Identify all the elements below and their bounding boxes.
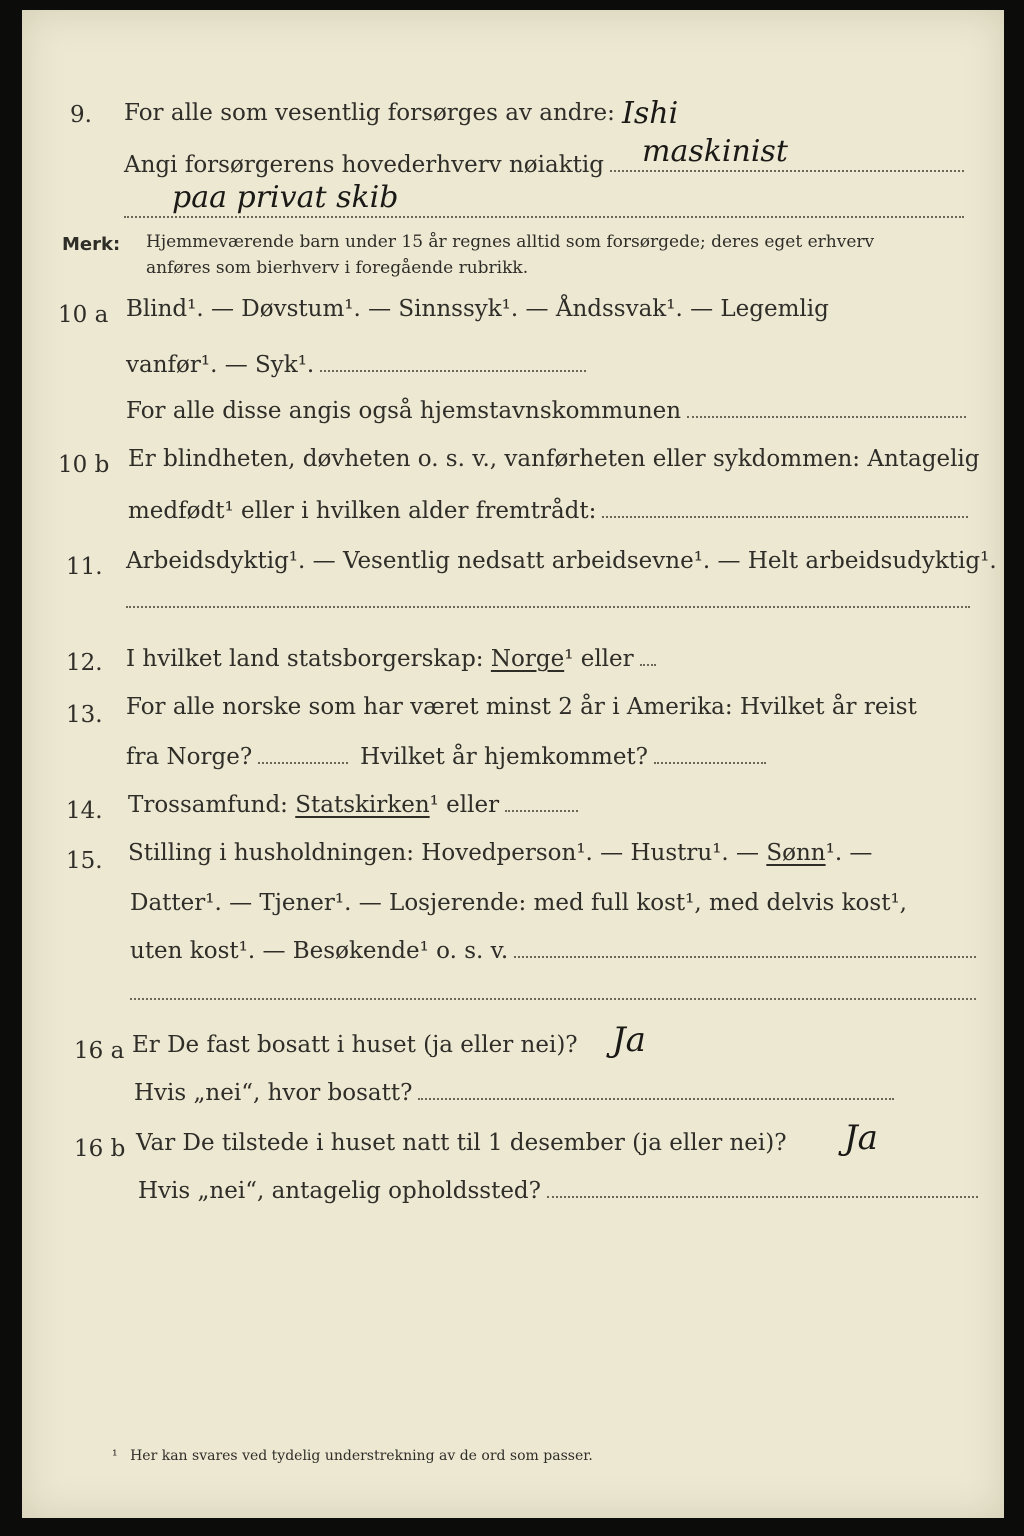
note-line2: anføres som bierhverv i foregående rubrikk. xyxy=(146,258,529,278)
q9-answer-line xyxy=(124,216,964,218)
footnote-text: Her kan svares ved tydelig understrekning av de ord som passer. xyxy=(130,1448,593,1464)
q13-line1: For alle norske som har været minst 2 år i Amerika: Hvilket år reist xyxy=(126,694,917,720)
q14-line: Trossamfund: Statskirken ¹ eller xyxy=(128,792,578,818)
q11-line1: Arbeidsdyktig¹. — Vesentlig nedsatt arbeidsevne¹. — Helt arbeidsudyktig¹. xyxy=(126,548,997,574)
q16a-line2: Hvis „nei“, hvor bosatt? xyxy=(134,1080,894,1106)
q14-number: 14. xyxy=(66,798,103,824)
q12-underlined-answer: Norge xyxy=(490,646,565,672)
q10a-line2: vanfør¹. — Syk¹. xyxy=(126,352,586,378)
q10a-line3: For alle disse angis også hjemstavnskommunen xyxy=(126,398,966,424)
q11-number: 11. xyxy=(66,554,103,580)
q15-answer-line xyxy=(130,998,976,1000)
q16b-line2: Hvis „nei“, antagelig opholdssted? xyxy=(138,1178,978,1204)
q16a-line1: Er De fast bosatt i huset (ja eller nei)? xyxy=(132,1032,578,1058)
note-label: Merk: xyxy=(62,234,121,255)
q15-line1: Stilling i husholdningen: Hovedperson¹. — Hustru¹. — Sønn ¹. — xyxy=(128,840,873,866)
q10b-number: 10 b xyxy=(58,452,110,478)
q15-underlined-answer: Sønn xyxy=(766,840,826,866)
answer-dotline xyxy=(610,170,964,172)
census-form-page xyxy=(22,10,1004,1518)
q16b-number: 16 b xyxy=(74,1136,126,1162)
q9-handwritten-answer-1: Ishi xyxy=(622,96,679,131)
q10b-line2: medfødt¹ eller i hvilken alder fremtrådt: xyxy=(128,498,968,524)
q12-number: 12. xyxy=(66,650,103,676)
q10a-line1: Blind¹. — Døvstum¹. — Sinnssyk¹. — Åndssvak¹. — Legemlig xyxy=(126,296,829,322)
footnote-mark: ¹ xyxy=(112,1448,118,1464)
q9-number: 9. xyxy=(70,102,92,128)
q9-line2: Angi forsørgerens hovederhverv nøiaktig xyxy=(124,152,964,178)
q11-answer-line xyxy=(126,606,970,608)
q16a-handwritten-answer: Ja xyxy=(612,1020,646,1060)
q14-underlined-answer: Statskirken xyxy=(295,792,430,818)
footnote xyxy=(112,1448,593,1464)
q13-number: 13. xyxy=(66,702,103,728)
q10a-number: 10 a xyxy=(58,302,109,328)
q16b-handwritten-answer: Ja xyxy=(844,1118,878,1158)
q16b-line1: Var De tilstede i huset natt til 1 desember (ja eller nei)? xyxy=(136,1130,787,1156)
q13-line2: fra Norge? Hvilket år hjemkommet? xyxy=(126,744,766,770)
q9-handwritten-workplace: paa privat skib xyxy=(172,180,399,215)
q9-handwritten-occupation: maskinist xyxy=(642,134,788,169)
q12-line: I hvilket land statsborgerskap: Norge ¹ eller xyxy=(126,646,656,672)
q15-line3: uten kost¹. — Besøkende¹ o. s. v. xyxy=(130,938,976,964)
q10b-line1: Er blindheten, døvheten o. s. v., vanførheten eller sykdommen: Antagelig xyxy=(128,446,980,472)
q16a-number: 16 a xyxy=(74,1038,125,1064)
q15-number: 15. xyxy=(66,848,103,874)
note-line1: Hjemmeværende barn under 15 år regnes alltid som forsørgede; deres eget erhverv xyxy=(146,232,875,252)
q9-line1: For alle som vesentlig forsørges av andre: xyxy=(124,100,615,126)
q15-line2: Datter¹. — Tjener¹. — Losjerende: med full kost¹, med delvis kost¹, xyxy=(130,890,907,916)
